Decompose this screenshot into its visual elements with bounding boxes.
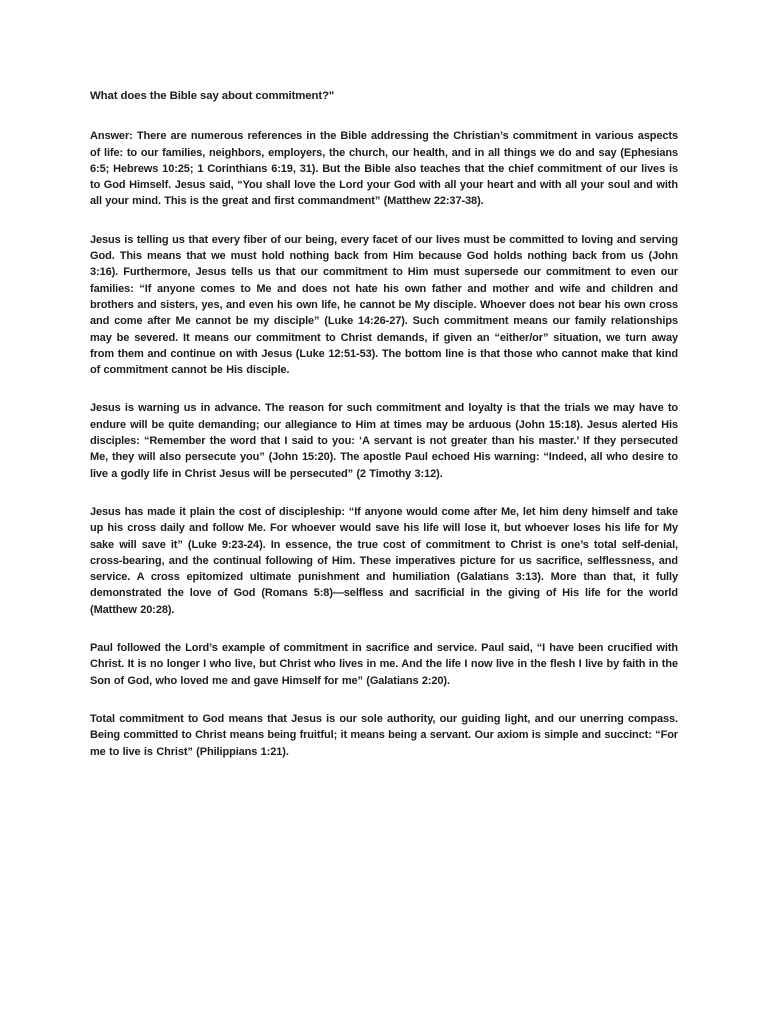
paragraph: Total commitment to God means that Jesus is our sole authority, our guiding light, and our unerring compass. Being committed to Christ means being fruitful; it means being a servant. Our axiom is simple and succinct: “For me to live is Christ” (Philippians 1:21). (90, 712, 678, 758)
paragraph: Jesus is telling us that every fiber of our being, every facet of our lives must be committed to loving and serving God. This means that we must hold nothing back from Him because God holds nothing back from us (John 3:16). Furthermore, Jesus tells us that our commitment to Him must supersede our commitment to even our families: “If anyone comes to Me and does not hate his own father and mother and wife and children and brothers and sisters, yes, and even his own life, he cannot be My disciple. Whoever does not bear his own cross and come after Me cannot be my disciple” (Luke 14:26-27). Such commitment means our family relationships may be severed. It means our commitment to Christ demands, if given an “either/or” situation, we turn away from them and continue on with Jesus (Luke 12:51-53). The bottom line is that those who cannot make that kind of commitment cannot be His disciple. (90, 233, 678, 377)
paragraph: Jesus is warning us in advance. The reason for such commitment and loyalty is that the trials we may have to endure will be quite demanding; our allegiance to Him at times may be arduous (John 15:18). Jesus alerted His disciples: “Remember the word that I said to you: ‘A servant is not greater than his master.’ If they persecuted Me, they will also persecute you” (John 15:20). The apostle Paul echoed His warning: “Indeed, all who desire to live a godly life in Christ Jesus will be persecuted” (2 Timothy 3:12). (90, 402, 678, 480)
paragraph: Jesus has made it plain the cost of discipleship: “If anyone would come after Me, let him deny himself and take up his cross daily and follow Me. For whoever would save his life will lose it, but whoever loses his life for My sake will save it” (Luke 9:23-24). In essence, the true cost of commitment to Christ is one’s total self-denial, cross-bearing, and the continual following of Him. These imperatives picture for us sacrifice, selflessness, and service. A cross epitomized ultimate punishment and humiliation (Galatians 3:13). More than that, it fully demonstrated the love of God (Romans 5:8)—selfless and sacrificial in the giving of His life for the world (Matthew 20:28). (90, 505, 678, 616)
document-title: What does the Bible say about commitment?" (90, 90, 335, 102)
paragraph-answer: Answer: There are numerous references in the Bible addressing the Christian’s commitment in various aspects of life: to our families, neighbors, employers, the church, our health, and in all things we do and say (Ephesians 6:5; Hebrews 10:25; 1 Corinthians 6:19, 31). But the Bible also teaches that the chief commitment of our lives is to God Himself. Jesus said, “You shall love the Lord your God with all your heart and with all your soul and with all your mind. This is the great and first commandment” (Matthew 22:37-38). (90, 130, 678, 208)
paragraph: Paul followed the Lord’s example of commitment in sacrifice and service. Paul said, “I have been crucified with Christ. It is no longer I who live, but Christ who lives in me. And the life I now live in the flesh I live by faith in the Son of God, who loved me and gave Himself for me” (Galatians 2:20). (90, 642, 678, 687)
